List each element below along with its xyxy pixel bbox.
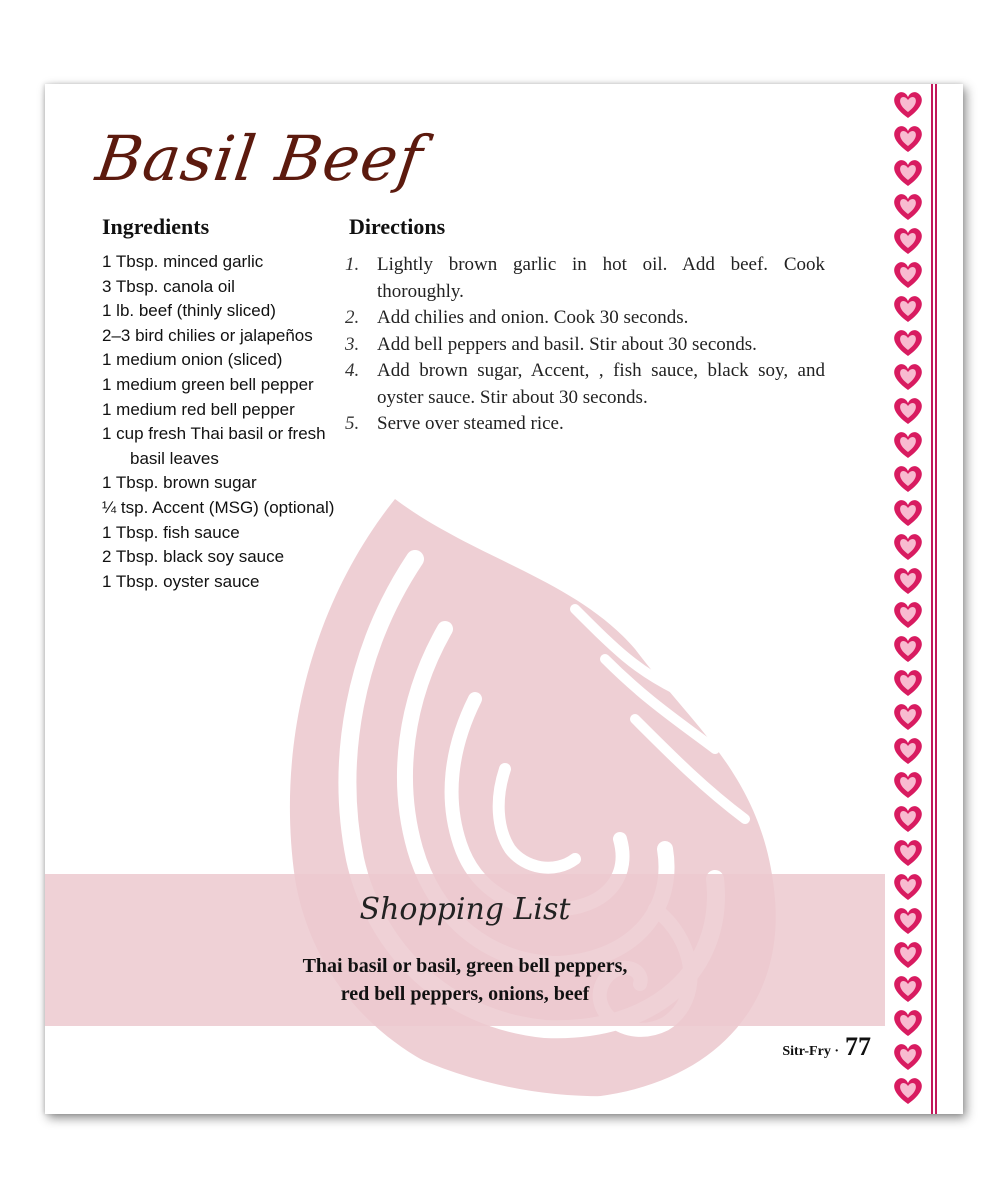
direction-step	[345, 332, 825, 359]
shopping-line: Thai basil or basil, green bell peppers,	[302, 955, 628, 977]
shopping-list-title: Shopping List	[359, 892, 571, 927]
step-number: 5.	[345, 413, 360, 434]
page-number: 77	[845, 1032, 871, 1061]
direction-step	[345, 252, 825, 305]
ingredient-item: 1 Tbsp. brown sugar	[102, 473, 257, 493]
ingredient-item: 1 medium green bell pepper	[102, 374, 314, 394]
shopping-list-items	[45, 952, 885, 1008]
shopping-line: red bell peppers, onions, beef	[340, 983, 590, 1005]
directions-heading: Directions	[349, 214, 446, 239]
ingredient-item: 1 lb. beef (thinly sliced)	[102, 301, 276, 321]
ingredient-item: 1 cup fresh Thai basil or fresh basil leaves	[102, 424, 326, 468]
step-text: Add brown sugar, Accent, , fish sauce, black soy, and oyster sauce. Stir about 30 seconds.	[377, 360, 825, 408]
direction-step	[345, 305, 825, 332]
page-footer	[782, 1032, 871, 1062]
recipe-title: Basil Beef	[91, 122, 428, 195]
recipe-page	[45, 84, 963, 1114]
ingredient-item: 3 Tbsp. canola oil	[102, 276, 235, 296]
section-label: Sitr-Fry ·	[782, 1044, 839, 1059]
ingredients-heading: Ingredients	[102, 214, 210, 239]
step-text: Add bell peppers and basil. Stir about 30 seconds.	[377, 333, 757, 355]
ingredient-item: 1 Tbsp. minced garlic	[102, 252, 264, 271]
ingredient-item: 2–3 bird chilies or jalapeños	[102, 325, 313, 345]
directions-list	[345, 252, 825, 438]
ingredients-list	[102, 250, 342, 594]
ingredient-item: 1 medium onion (sliced)	[102, 350, 283, 370]
step-text: Serve over steamed rice.	[377, 413, 564, 434]
step-number: 4.	[345, 360, 360, 381]
ingredient-item: 1 Tbsp. fish sauce	[102, 522, 240, 542]
direction-step	[345, 411, 825, 438]
step-text: Lightly brown garlic in hot oil. Add beef. Cook thoroughly.	[377, 254, 825, 302]
step-number: 3.	[345, 333, 360, 355]
step-number: 1.	[345, 254, 360, 275]
ingredient-item: 2 Tbsp. black soy sauce	[102, 547, 285, 567]
ingredient-item: 1 Tbsp. oyster sauce	[102, 571, 260, 591]
ingredient-item: 1 medium red bell pepper	[102, 399, 295, 419]
step-text: Add chilies and onion. Cook 30 seconds.	[377, 307, 689, 328]
step-number: 2.	[345, 307, 360, 328]
decorative-border	[888, 84, 963, 1114]
ingredient-item: ¼ tsp. Accent (MSG) (optional)	[102, 497, 335, 517]
direction-step	[345, 358, 825, 411]
heart-border-icons	[890, 88, 926, 1108]
